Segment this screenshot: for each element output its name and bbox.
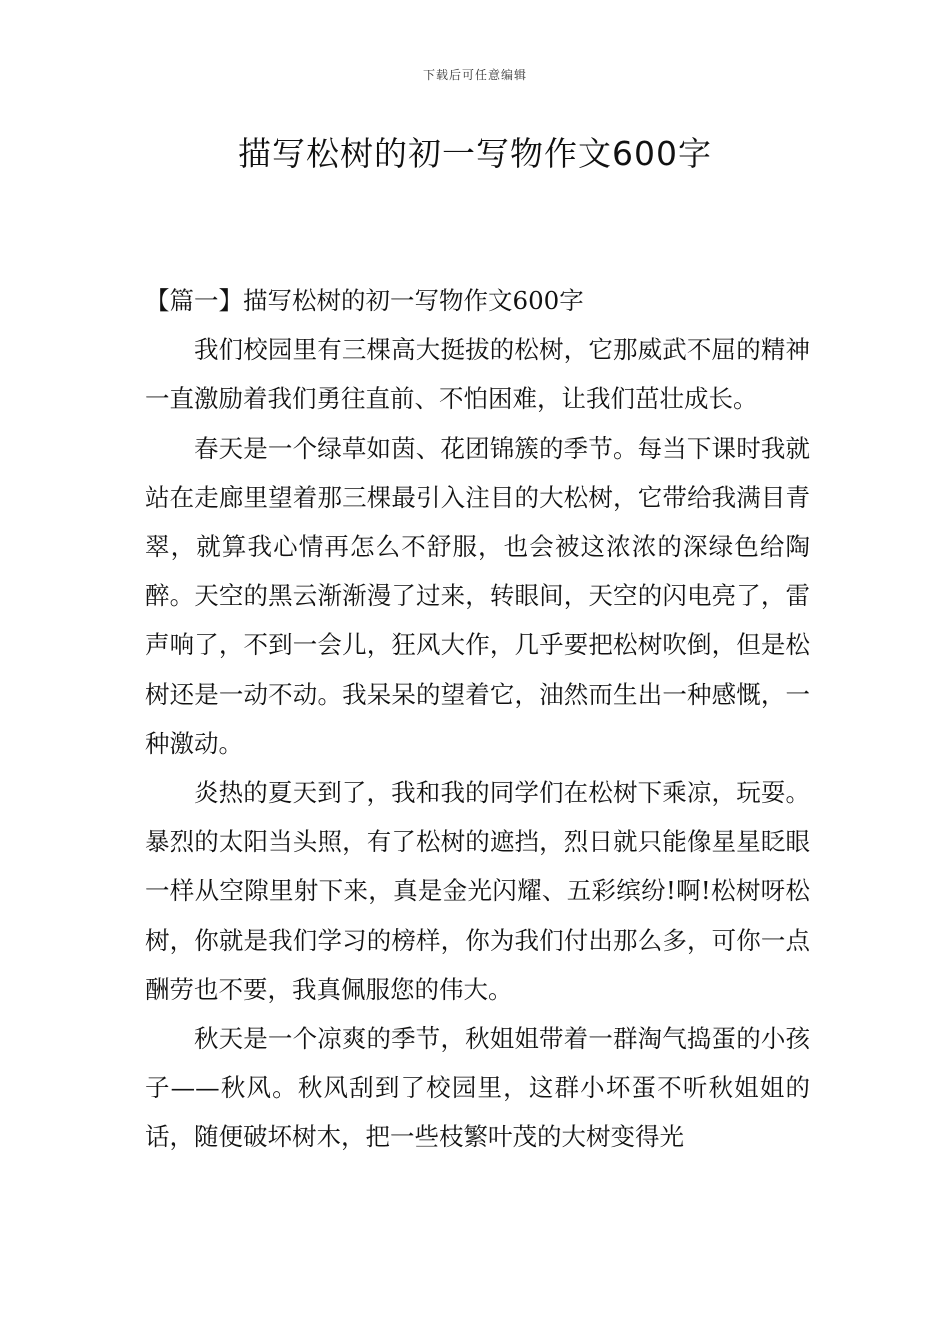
document-title: 描写松树的初一写物作文600字 bbox=[238, 134, 712, 173]
paragraph-intro: 我们校园里有三棵高大挺拔的松树，它那威武不屈的精神一直激励着我们勇往直前、不怕困难，让我们茁壮成长。 bbox=[145, 335, 810, 414]
header-note: 下载后可任意编辑 bbox=[422, 68, 527, 82]
paragraph-autumn: 秋天是一个凉爽的季节，秋姐姐带着一群淘气捣蛋的小孩子——秋风。秋风刮到了校园里，这群小坏蛋不听秋姐姐的话，随便破坏树木，把一些枝繁叶茂的大树变得光 bbox=[145, 1024, 810, 1152]
paragraph-spring: 春天是一个绿草如茵、花团锦簇的季节。每当下课时我就站在走廊里望着那三棵最引入注目的大松树，它带给我满目青翠，就算我心情再怎么不舒服，也会被这浓浓的深绿色给陶醉。天空的黑云渐渐漫了过来，转眼间，天空的闪电亮了，雷声响了，不到一会儿，狂风大作，几乎要把松树吹倒，但是松树还是一动不动。我呆呆的望着它，油然而生出一种感慨，一种激动。 bbox=[145, 433, 810, 758]
section-heading: 【篇一】描写松树的初一写物作文600字 bbox=[145, 286, 584, 315]
document-body bbox=[145, 276, 810, 1162]
paragraph-summer: 炎热的夏天到了，我和我的同学们在松树下乘凉，玩耍。暴烈的太阳当头照，有了松树的遮挡，烈日就只能像星星眨眼一样从空隙里射下来，真是金光闪耀、五彩缤纷!啊!松树呀松树，你就是我们学习的榜样，你为我们付出那么多，可你一点酬劳也不要，我真佩服您的伟大。 bbox=[145, 778, 810, 1004]
